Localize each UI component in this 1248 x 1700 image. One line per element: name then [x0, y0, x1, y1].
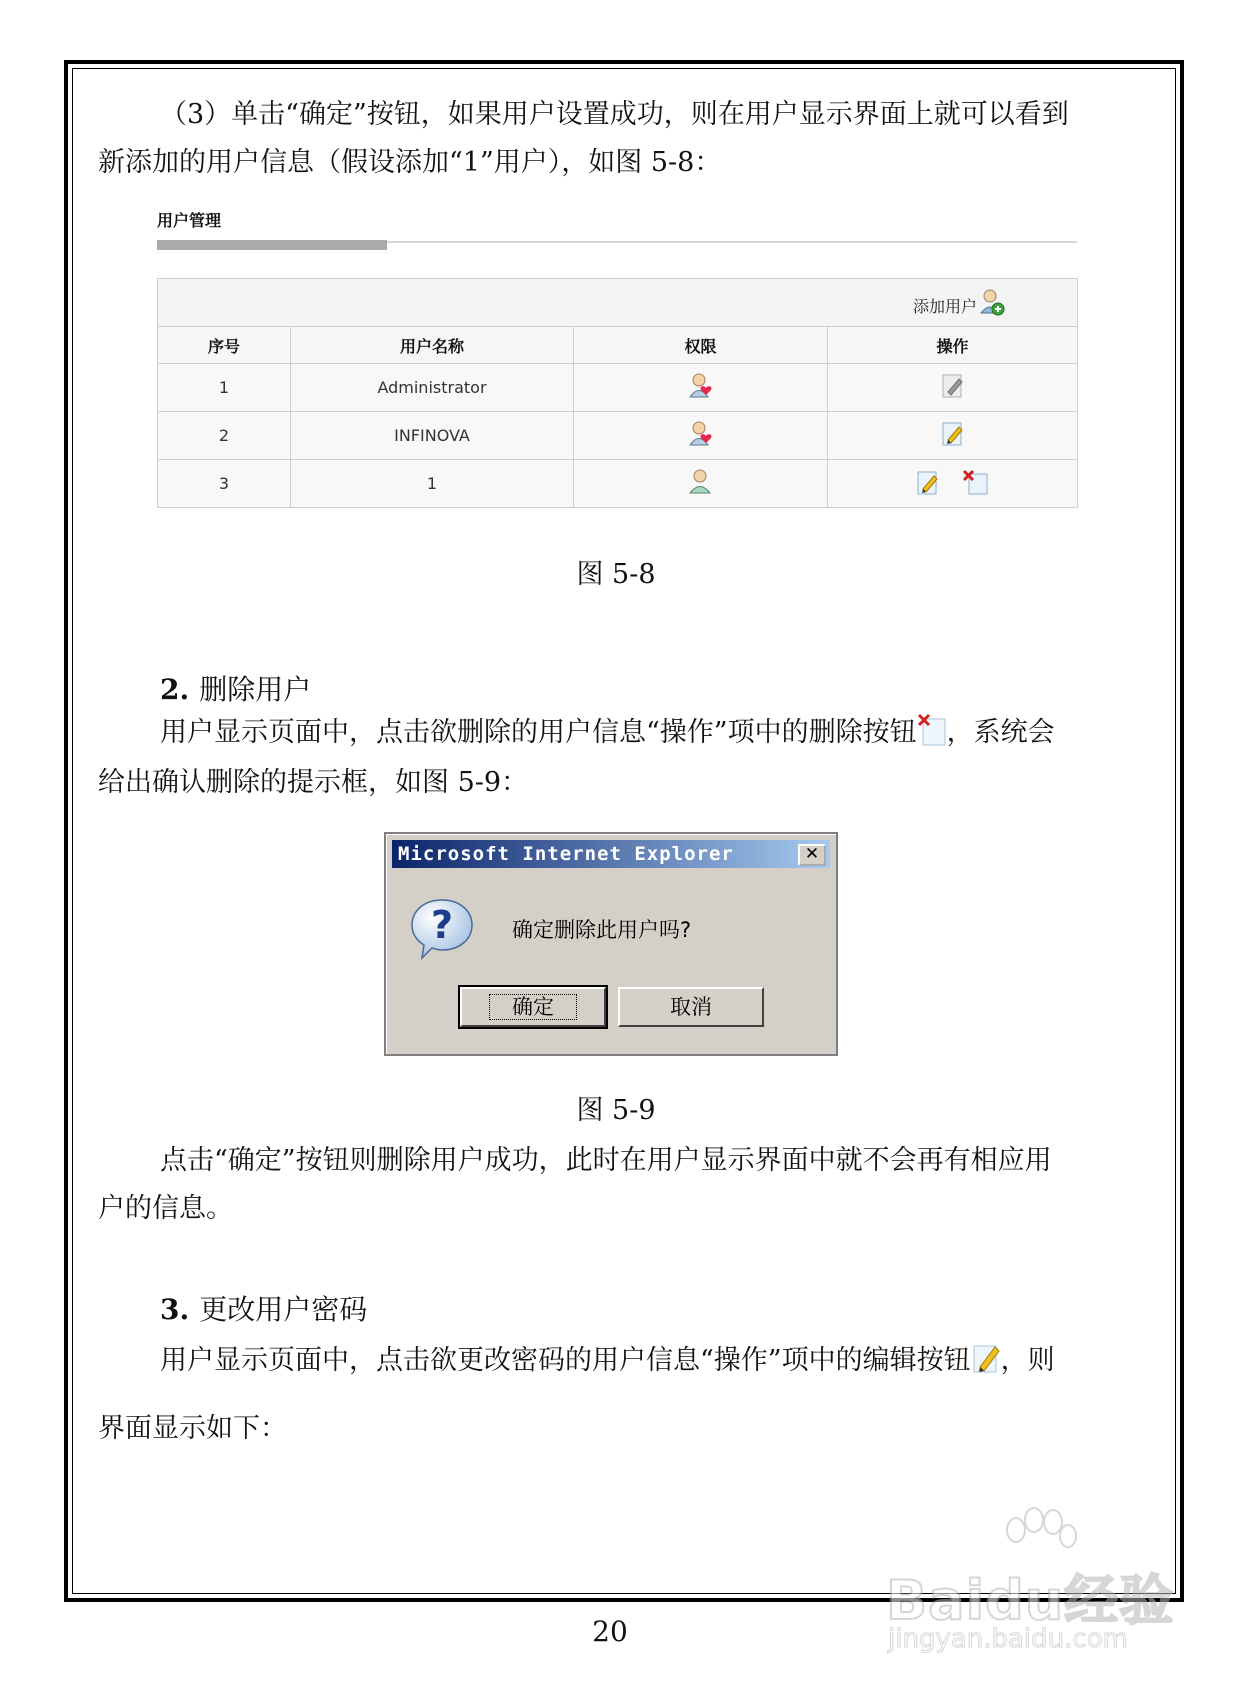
row-username: INFINOVA	[291, 412, 574, 460]
table-row	[158, 460, 1078, 508]
edit-icon-disabled	[941, 373, 965, 399]
ok-button[interactable]	[460, 987, 606, 1027]
figure-5-8-caption: 图 5-8	[576, 559, 656, 590]
section-2-heading	[160, 668, 311, 708]
watermark-brand: Baidu经验	[886, 1569, 1175, 1632]
col-header-username: 用户名称	[291, 327, 574, 364]
col-header-operation: 操作	[828, 327, 1078, 364]
section-3-para-line-1	[160, 1336, 1055, 1386]
figure-5-9-caption: 图 5-9	[576, 1095, 656, 1126]
dialog-close-button[interactable]: ✕	[798, 844, 826, 866]
question-icon	[408, 896, 476, 962]
dialog-title: Microsoft Internet Explorer	[398, 843, 734, 865]
add-user-row	[158, 279, 1078, 327]
confirm-dialog	[384, 832, 838, 1056]
section-3-text-b: ，则	[1000, 1345, 1055, 1376]
row-username: Administrator	[291, 364, 574, 412]
section-3-text-a: 用户显示页面中，点击欲更改密码的用户信息“操作”项中的编辑按钮	[160, 1345, 971, 1376]
row-no: 1	[158, 364, 291, 412]
row-username: 1	[291, 460, 574, 508]
add-user-button[interactable]	[913, 289, 1005, 317]
section-2-para-line-2: 给出确认删除的提示框，如图 5-9：	[98, 767, 529, 798]
section-2-number: 2.	[160, 673, 190, 706]
section-2-para-line-1	[160, 708, 1055, 758]
table-row	[158, 364, 1078, 412]
table-row	[158, 412, 1078, 460]
admin-user-icon	[688, 421, 714, 447]
baidu-watermark	[886, 1506, 1182, 1656]
admin-user-icon	[688, 373, 714, 399]
cancel-button-label: 取消	[670, 995, 712, 1019]
svg-text:?: ?	[430, 903, 454, 947]
title-accent-bar	[157, 240, 387, 250]
ok-button-label: 确定	[489, 994, 577, 1020]
add-user-icon	[979, 289, 1005, 317]
col-header-no: 序号	[158, 327, 291, 364]
page-number: 20	[592, 1615, 628, 1648]
table-header-row	[158, 327, 1078, 364]
section-3-title: 更改用户密码	[199, 1293, 368, 1326]
after-delete-line-1: 点击“确定”按钮则删除用户成功，此时在用户显示界面中就不会再有相应用	[160, 1145, 1052, 1176]
section-2-text-a: 用户显示页面中，点击欲删除的用户信息“操作”项中的删除按钮	[160, 717, 917, 748]
cancel-button[interactable]	[618, 987, 764, 1027]
col-header-permission: 权限	[574, 327, 828, 364]
delete-icon	[917, 713, 947, 747]
user-table	[157, 278, 1078, 508]
section-2-title: 删除用户	[199, 673, 312, 706]
row-no: 3	[158, 460, 291, 508]
after-delete-line-2: 户的信息。	[98, 1193, 233, 1224]
section-2-text-b: ，系统会	[946, 717, 1055, 748]
paw-icon	[998, 1506, 1078, 1566]
edit-icon[interactable]	[916, 470, 940, 496]
dialog-message: 确定删除此用户吗?	[512, 918, 692, 942]
section-3-para-line-2: 界面显示如下：	[98, 1413, 287, 1444]
section-3-heading	[160, 1288, 367, 1328]
intro-line-2: 新添加的用户信息（假设添加“1”用户），如图 5-8：	[98, 147, 722, 178]
edit-icon[interactable]	[941, 421, 965, 447]
delete-icon[interactable]	[961, 468, 989, 496]
user-management-title: 用户管理	[157, 211, 222, 230]
section-3-number: 3.	[160, 1293, 190, 1326]
dialog-titlebar[interactable]	[392, 840, 830, 868]
row-no: 2	[158, 412, 291, 460]
normal-user-icon	[688, 469, 714, 495]
edit-icon	[971, 1341, 1001, 1375]
watermark-url: jingyan.baidu.com	[888, 1624, 1128, 1654]
intro-line-1: （3）单击“确定”按钮，如果用户设置成功，则在用户显示界面上就可以看到	[160, 99, 1069, 130]
add-user-label: 添加用户	[912, 296, 977, 316]
